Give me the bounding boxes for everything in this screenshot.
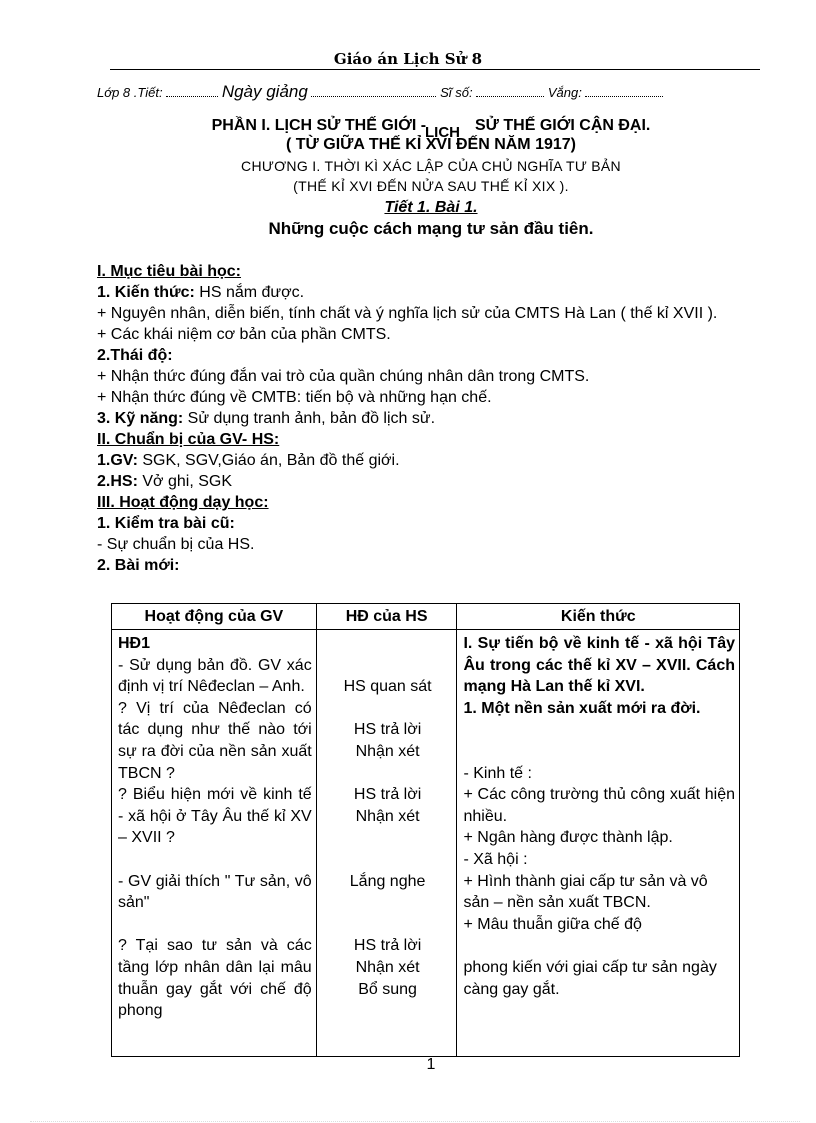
knowledge-cell — [457, 630, 740, 1057]
lesson-title: Những cuộc cách mạng tư sản đầu tiên. — [268, 219, 594, 238]
student-response: HS quan sát — [343, 678, 432, 696]
student-response: HS trả lời — [353, 937, 422, 955]
page-edge — [30, 1121, 800, 1122]
student-response: Nhận xét — [355, 958, 420, 976]
knowledge-item: - Xã hội : — [463, 850, 528, 868]
knowledge-section-title: I. Sự tiến bộ về kinh tế - xã hội Tây Âu trong các thế kỉ XV – XVII. Cách mạng Hà Lan thế kỉ XVI. — [463, 635, 735, 696]
absent-dots — [585, 86, 663, 97]
table-row — [112, 630, 740, 1057]
header-student-activity: HĐ của HS — [316, 604, 457, 630]
knowledge-item: + Mâu thuẫn giữa chế độ — [463, 915, 642, 933]
student-response: HS trả lời — [353, 786, 422, 804]
date-label: Ngày giảng — [221, 82, 308, 101]
knowledge-item: + Hình thành giai cấp tư sản và vô sản – nền sản xuất TBCN. — [463, 872, 708, 912]
teacher-prep-line: 1.GV: SGK, SGV,Giáo án, Bản đồ thế giới. — [97, 452, 400, 469]
header-teacher-activity: Hoạt động của GV — [112, 604, 317, 630]
activities-heading: III. Hoạt động dạy học: — [97, 494, 269, 511]
attitude-item: + Nhận thức đúng đắn vai trò của quần chúng nhân dân trong CMTS. — [97, 368, 590, 385]
teacher-activity: - Sử dụng bản đồ. GV xác định vị trí Nêđeclan – Anh. — [118, 656, 312, 696]
teacher-activity-cell — [112, 630, 317, 1057]
knowledge-item: + Các khái niệm cơ bản của phần CMTS. — [97, 326, 391, 343]
table-header-row — [112, 604, 740, 630]
student-response: Nhận xét — [355, 742, 420, 760]
student-prep-line: 2.HS: Vở ghi, SGK — [97, 473, 232, 490]
knowledge-subsection-title: 1. Một nền sản xuất mới ra đời. — [463, 699, 701, 717]
knowledge-item: + Nguyên nhân, diễn biến, tính chất và ý nghĩa lịch sử của CMTS Hà Lan ( thế kỉ XVII ). — [97, 305, 718, 322]
attitude-item: + Nhận thức đúng về CMTB: tiến bộ và những hạn chế. — [97, 389, 492, 406]
chapter-subheading: (THẾ KỈ XVI ĐẾN NỬA SAU THẾ KỈ XIX ). — [293, 178, 569, 194]
activity-label: HĐ1 — [118, 635, 151, 652]
teacher-question: ? Biểu hiện mới về kinh tế - xã hội ở Tây Âu thế kỉ XV – XVII ? — [118, 786, 312, 847]
class-label: Lớp 8 .Tiết: — [97, 85, 163, 100]
knowledge-line: 1. Kiến thức: HS nắm được. — [97, 284, 305, 301]
document-header-title: Giáo án Lịch Sử 8 — [333, 50, 483, 68]
absent-label: Vắng: — [547, 85, 582, 100]
header-knowledge: Kiến thức — [457, 604, 740, 630]
lesson-number: Tiết 1. Bài 1. — [384, 199, 478, 216]
teacher-question: ? Vị trí của Nêđeclan có tác dụng như thế nào tới sự ra đời của nền sản xuất TBCN ? — [118, 699, 312, 782]
student-response: Nhận xét — [355, 807, 420, 825]
part-subheading: ( TỪ GIỮA THẾ KỈ XVI ĐẾN NĂM 1917) — [286, 136, 576, 153]
new-lesson-heading: 2. Bài mới: — [97, 557, 180, 574]
check-heading: 1. Kiểm tra bài cũ: — [97, 515, 235, 532]
knowledge-item: + Ngân hàng được thành lập. — [463, 829, 673, 847]
objectives-heading: I. Mục tiêu bài học: — [97, 263, 242, 280]
lesson-body — [97, 261, 757, 576]
teacher-activity: - GV giải thích " Tư sản, vô sản" — [118, 872, 312, 912]
student-response: Bổ sung — [358, 980, 417, 998]
page-number: 1 — [426, 1056, 436, 1073]
knowledge-item: - Kinh tế : — [463, 764, 532, 782]
lesson-activity-table — [111, 603, 740, 1057]
skill-line: 3. Kỹ năng: Sử dụng tranh ảnh, bản đồ lịch sử. — [97, 410, 436, 427]
date-dots — [311, 86, 436, 97]
student-response: HS trả lời — [353, 721, 422, 739]
count-dots — [476, 86, 544, 97]
student-response: Lắng nghe — [349, 872, 426, 890]
chapter-heading: CHƯƠNG I. THỜI KÌ XÁC LẬP CỦA CHỦ NGHĨA TƯ BẢN — [241, 158, 621, 174]
attitude-heading: 2.Thái độ: — [97, 347, 173, 364]
knowledge-item: phong kiến với giai cấp tư sản ngày càng gay gắt. — [463, 958, 717, 998]
preparation-heading: II. Chuẩn bị của GV- HS: — [97, 431, 280, 448]
count-label: Sĩ số: — [440, 85, 473, 100]
header-rule — [110, 69, 760, 70]
class-dots — [166, 86, 218, 97]
part-heading: PHẦN I. LỊCH SỬ THẾ GIỚI - SỬ THẾ GIỚI CẬN ĐẠI. — [211, 117, 651, 134]
class-info-line — [97, 82, 747, 102]
check-text: - Sự chuẩn bị của HS. — [97, 536, 255, 553]
student-activity-cell — [316, 630, 457, 1057]
teacher-question: ? Tại sao tư sản và các tầng lớp nhân dân lại mâu thuẫn gay gắt với chế độ phong — [118, 937, 312, 1020]
knowledge-item: + Các công trường thủ công xuất hiện nhiều. — [463, 786, 735, 825]
part-heading-lich: LỊCH — [425, 124, 460, 141]
